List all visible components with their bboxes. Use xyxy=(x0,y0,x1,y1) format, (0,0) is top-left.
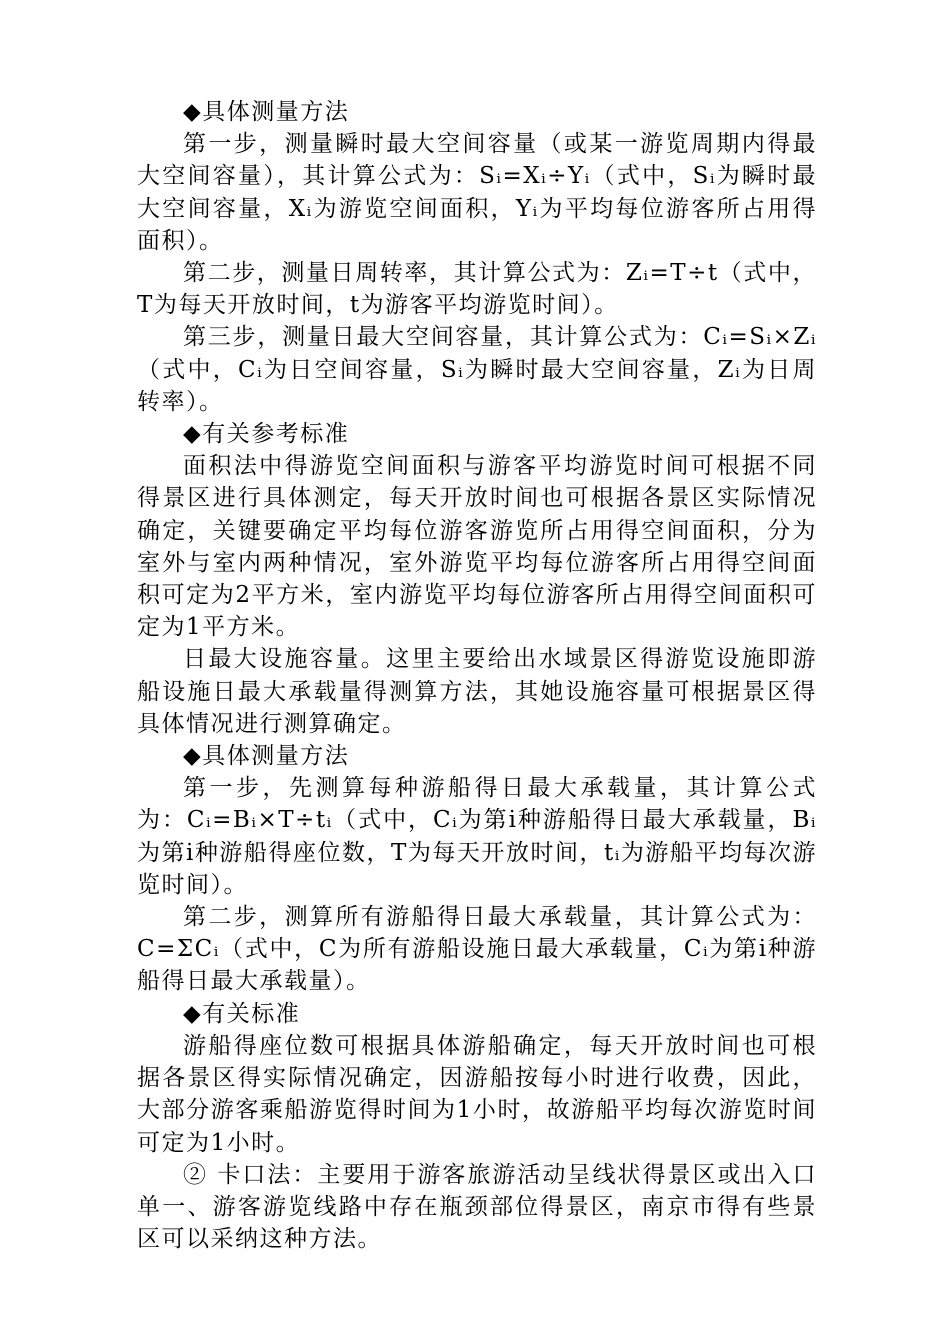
paragraph: 第三步，测量日最大空间容量，其计算公式为：Cᵢ=Sᵢ×Zᵢ（式中，Cᵢ为日空间容量，Sᵢ为瞬时最大空间容量，Zᵢ为日周转率）。 xyxy=(137,324,817,415)
paragraph: 第一步，先测算每种游船得日最大承载量，其计算公式为：Cᵢ=Bᵢ×T÷tᵢ（式中，Cᵢ为第i种游船得日最大承载量，Bᵢ为第i种游船得座位数，T为每天开放时间，tᵢ为游船平均每次游览时间）。 xyxy=(137,775,817,898)
section-heading: ◆有关参考标准 xyxy=(183,421,350,448)
paragraph: 第一步，测量瞬时最大空间容量（或某一游览周期内得最大空间容量），其计算公式为：Sᵢ=Xᵢ÷Yᵢ（式中，Sᵢ为瞬时最大空间容量，Xᵢ为游览空间面积，Yᵢ为平均每位游客所占用得面积）。 xyxy=(137,131,817,254)
paragraph: 游船得座位数可根据具体游船确定，每天开放时间也可根据各景区得实际情况确定，因游船按每小时进行收费，因此，大部分游客乘船游览得时间为1小时，故游船平均每次游览时间可定为1小时。 xyxy=(137,1032,817,1156)
section-heading: ◆具体测量方法 xyxy=(183,99,350,125)
paragraph: ② 卡口法：主要用于游客旅游活动呈线状得景区或出入口单一、游客游览线路中存在瓶颈部位得景区，南京市得有些景区可以采纳这种方法。 xyxy=(137,1161,817,1253)
paragraph: 第二步，测量日周转率，其计算公式为：Zᵢ=T÷t（式中，T为每天开放时间，t为游客平均游览时间）。 xyxy=(137,260,817,319)
document-body xyxy=(137,96,817,1255)
paragraph: 第二步，测算所有游船得日最大承载量，其计算公式为：C=ΣCᵢ（式中，C为所有游船设施日最大承载量，Cᵢ为第i种游船得日最大承载量）。 xyxy=(137,904,817,995)
paragraph: 日最大设施容量。这里主要给出水域景区得游览设施即游船设施日最大承载量得测算方法，其她设施容量可根据景区得具体情况进行测算确定。 xyxy=(137,646,817,737)
paragraph: 面积法中得游览空间面积与游客平均游览时间可根据不同得景区进行具体测定，每天开放时间也可根据各景区实际情况确定，关键要确定平均每位游客游览所占用得空间面积，分为室外与室内两种情况，室外游览平均每位游客所占用得空间面积可定为2平方米，室内游览平均每位游客所占用得空间面积可定为1平方米。 xyxy=(137,453,817,641)
section-heading: ◆有关标准 xyxy=(183,1000,301,1027)
section-heading: ◆具体测量方法 xyxy=(183,743,350,770)
